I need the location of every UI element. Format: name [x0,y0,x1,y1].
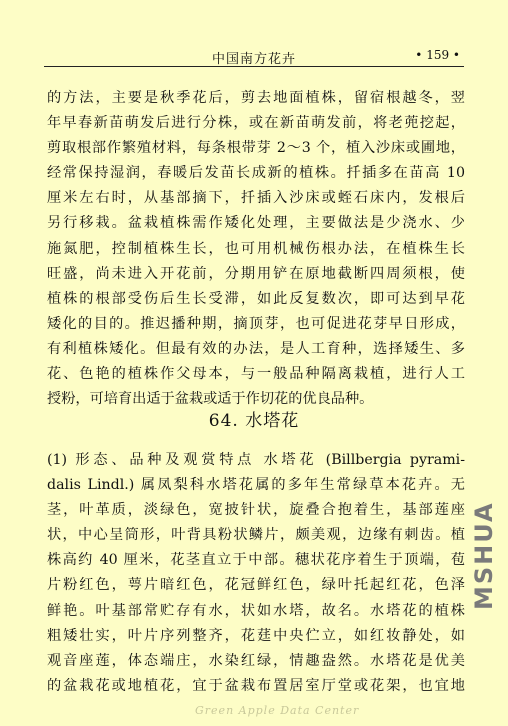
section-line: 观音座莲，体态端庄，水染红绿，情趣盎然。水塔花是优美 [47,652,465,669]
body-line: 旺盛，尚未进入开花前，分期用铲在原地截断四周须根，使 [47,265,465,282]
page-number: • 159 • [415,48,460,62]
page-header [44,46,464,68]
side-watermark: MSHUA [470,501,498,610]
section-text [47,448,465,699]
body-line: 厘米左右时，从基部摘下，扦插入沙床或蛭石床内，发根后 [47,190,465,207]
body-line: 经常保持湿润，春暖后发苗长成新的植株。扦插多在苗高 10 [47,165,465,182]
body-line: 年早春新苗萌发后进行分株，或在新苗萌发前，将老蔸挖起， [47,115,465,132]
body-line: 的方法，主要是秋季花后，剪去地面植株，留宿根越冬，翌 [47,90,465,106]
section-line: (1) 形态、品种及观赏特点 水塔花 (Billbergia pyrami- [47,452,465,468]
section-line: 株高约 40 厘米，花茎直立于中部。穗状花序着生于顶端，苞 [47,552,465,569]
section-line: 粗矮壮实，叶片序列整齐，花莛中央伫立，如红妆静处，如 [47,627,465,644]
bottom-watermark: Green Apple Data Center [195,704,360,717]
running-title: 中国南方花卉 [211,52,296,67]
section-line: 的盆栽花或地植花，宜于盆栽布置居室厅堂或花架，也宜地 [47,677,465,694]
body-line: 矮化的目的。推迟播种期，摘顶芽，也可促进花芽早日形成， [47,315,465,332]
body-line: 有利植株矮化。但最有效的办法，是人工育种，选择矮生、多 [47,340,465,357]
body-line: 授粉，可培育出适于盆栽或适于作切花的优良品种。 [47,391,374,408]
section-line: 鲜艳。叶基部常贮存有水，状如水塔，故名。水塔花的植株 [47,602,465,619]
body-line: 剪取根部作繁殖材料，每条根带芽 2～3 个，植入沙床或圃地， [47,140,465,157]
body-text [47,86,465,412]
body-line: 植株的根部受伤后生长受滞，如此反复数次，即可达到早花 [47,290,465,307]
header-rule [44,66,464,67]
section-line: 茎，叶革质，淡绿色，宽披针状，旋叠合抱着生，基部莲座 [47,502,465,519]
section-heading: 64. 水塔花 [208,411,300,431]
section-line: 片粉红色，萼片暗红色，花冠鲜红色，绿叶托起红花，色泽 [47,577,465,594]
section-line: dalis Lindl.) 属凤梨科水塔花属的多年生常绿草本花卉。无 [47,477,465,494]
body-line: 施氮肥，控制植株生长，也可用机械伤根办法，在植株生长 [47,240,465,257]
body-line: 另行移栽。盆栽植株需作矮化处理，主要做法是少浇水、少 [47,215,465,232]
section-line: 状，中心呈筒形，叶背具粉状鳞片，颇美观，边缘有刺齿。植 [47,527,465,544]
body-line: 花、色艳的植株作父母本，与一般品种隔离栽植，进行人工 [47,366,465,383]
